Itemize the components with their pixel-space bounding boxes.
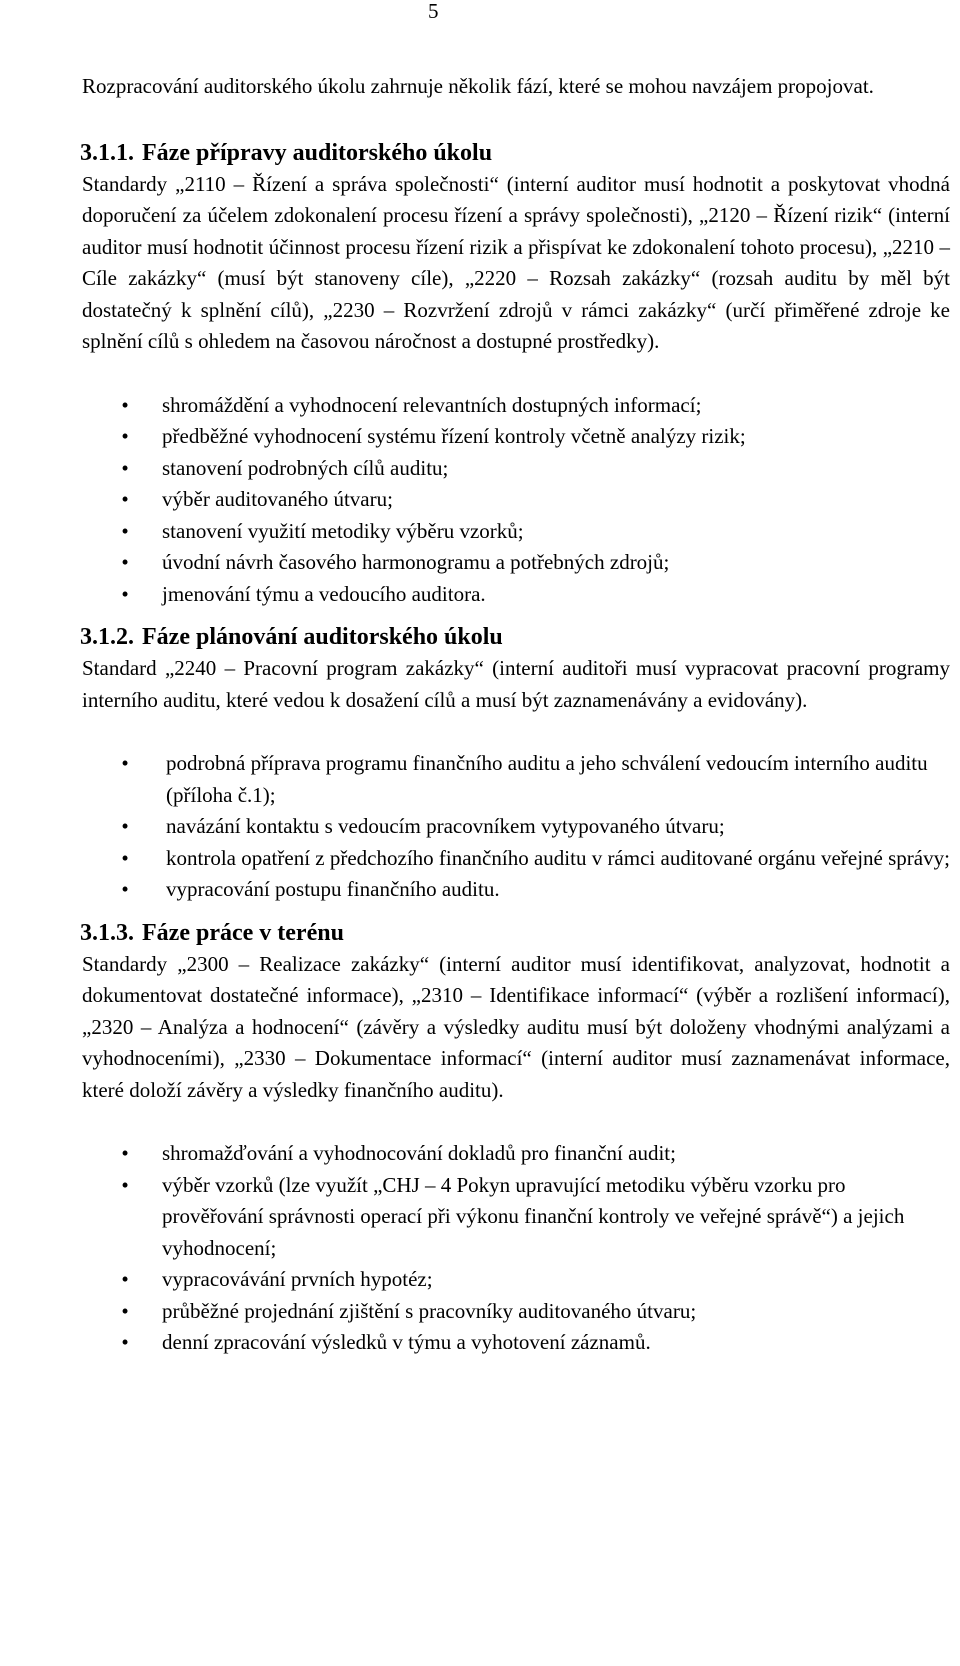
list-item-text: stanovení využití metodiky výběru vzorků; bbox=[162, 518, 524, 543]
section-heading bbox=[80, 918, 948, 949]
list-item bbox=[82, 811, 950, 843]
section-prace-v-terenu bbox=[82, 918, 950, 1359]
bullet-icon: • bbox=[121, 1267, 129, 1291]
bullet-icon: • bbox=[121, 814, 129, 838]
list-item-text: navázání kontaktu s vedoucím pracovníkem vytypovaného útvaru; bbox=[166, 814, 725, 838]
bullet-icon: • bbox=[121, 845, 129, 870]
list-item bbox=[82, 748, 950, 811]
section-title: Fáze plánování auditorského úkolu bbox=[142, 624, 503, 650]
bullet-icon: • bbox=[121, 877, 129, 901]
list-item bbox=[82, 484, 950, 516]
list-item-text: shromáždění a vyhodnocení relevantních dostupných informací; bbox=[162, 392, 702, 417]
section-priprava bbox=[82, 138, 950, 611]
bullet-icon: • bbox=[121, 581, 129, 606]
section-number: 3.1.1. bbox=[80, 139, 134, 166]
bullet-icon: • bbox=[121, 1330, 129, 1354]
list-item-text: výběr vzorků (lze využít „CHJ – 4 Pokyn upravující metodiku výběru vzorku pro prověřování správnosti operací při výkonu finanční kontroly ve veřejné správě“) a jejich vyhodnocení; bbox=[162, 1172, 905, 1260]
section-heading bbox=[80, 622, 948, 653]
page-number: 5 bbox=[428, 0, 439, 23]
list-item bbox=[82, 1296, 950, 1328]
bullet-icon: • bbox=[121, 1141, 129, 1165]
list-item-text: kontrola opatření z předchozího finančního auditu v rámci auditované orgánu veřejné správy; bbox=[166, 845, 950, 870]
list-item-text: průběžné projednání zjištění s pracovníky auditovaného útvaru; bbox=[162, 1298, 697, 1323]
intro-paragraph: Rozpracování auditorského úkolu zahrnuje několik fází, které se mohou navzájem propojovat. bbox=[82, 74, 874, 98]
list-item-text: vypracování postupu finančního auditu. bbox=[166, 877, 500, 901]
list-item-text: úvodní návrh časového harmonogramu a potřebných zdrojů; bbox=[162, 550, 670, 574]
bullet-list bbox=[82, 748, 950, 906]
list-item bbox=[82, 874, 950, 906]
document-body bbox=[82, 71, 950, 1371]
list-item bbox=[82, 390, 950, 422]
section-planovani bbox=[82, 622, 950, 906]
bullet-list bbox=[82, 390, 950, 611]
list-item bbox=[82, 1170, 950, 1265]
bullet-icon: • bbox=[121, 751, 129, 775]
list-item-text: denní zpracování výsledků v týmu a vyhotovení záznamů. bbox=[162, 1330, 651, 1354]
section-number: 3.1.3. bbox=[80, 919, 134, 946]
list-item bbox=[82, 1264, 950, 1296]
section-title: Fáze přípravy auditorského úkolu bbox=[142, 139, 493, 166]
list-item bbox=[82, 421, 950, 453]
list-item bbox=[82, 1327, 950, 1359]
section-paragraph: Standardy „2110 – Řízení a správa společnosti“ (interní auditor musí hodnotit a poskytovat vhodná doporučení za účelem zdokonalení procesu řízení a správy společnosti), „2120 – Řízení rizik“ (interní auditor musí hodnotit účinnost procesu řízení rizik a přispívat ke zdokonalení tohoto procesu), „2210 – Cíle zakázky“ (musí být stanoveny cíle), „2220 – Rozsah zakázky“ (rozsah auditu by měl být dostatečný k splnění cílů), „2230 – Rozvržení zdrojů v rámci zakázky“ (určí přiměřené zdroje ke splnění cílů s ohledem na časovou náročnost a dostupné prostředky). bbox=[82, 171, 950, 353]
bullet-icon: • bbox=[121, 392, 129, 417]
section-number: 3.1.2. bbox=[80, 624, 134, 650]
section-paragraph: Standardy „2300 – Realizace zakázky“ (interní auditor musí identifikovat, analyzovat, hodnotit a dokumentovat dostatečné informace), „2310 – Identifikace informací“ (výběr a rozlišení informací), „2320 – Analýza a hodnocení“ (závěry a výsledky auditu musí být doloženy vhodnými analýzami a vyhodnoceními), „2330 – Dokumentace informací“ (interní auditor musí zaznamenávat informace, které doloží závěry a výsledky finančního auditu). bbox=[82, 951, 950, 1102]
section-paragraph: Standard „2240 – Pracovní program zakázky“ (interní auditoři musí vypracovat pracovní programy interního auditu, které vedou k dosažení cílů a musí být zaznamenávány a evidovány). bbox=[82, 656, 950, 712]
bullet-icon: • bbox=[121, 1298, 129, 1323]
list-item-text: stanovení podrobných cílů auditu; bbox=[162, 455, 449, 480]
section-heading bbox=[80, 138, 948, 169]
list-item bbox=[82, 579, 950, 611]
bullet-icon: • bbox=[121, 424, 129, 448]
list-item bbox=[82, 453, 950, 485]
list-item-text: shromažďování a vyhodnocování dokladů pro finanční audit; bbox=[162, 1141, 676, 1165]
list-item bbox=[82, 843, 950, 875]
bullet-icon: • bbox=[121, 518, 129, 543]
list-item-text: výběr auditovaného útvaru; bbox=[162, 487, 393, 511]
list-item bbox=[82, 516, 950, 548]
bullet-icon: • bbox=[121, 455, 129, 480]
bullet-icon: • bbox=[121, 550, 129, 574]
list-item-text: vypracovávání prvních hypotéz; bbox=[162, 1267, 433, 1291]
list-item bbox=[82, 1138, 950, 1170]
bullet-list bbox=[82, 1138, 950, 1359]
bullet-icon: • bbox=[121, 1172, 129, 1197]
list-item-text: jmenování týmu a vedoucího auditora. bbox=[162, 581, 486, 606]
list-item bbox=[82, 547, 950, 579]
list-item-text: předběžné vyhodnocení systému řízení kontroly včetně analýzy rizik; bbox=[162, 424, 746, 448]
bullet-icon: • bbox=[121, 487, 129, 511]
section-title: Fáze práce v terénu bbox=[142, 919, 344, 946]
list-item-text: podrobná příprava programu finančního auditu a jeho schválení vedoucím interního auditu (příloha č.1); bbox=[166, 751, 928, 807]
